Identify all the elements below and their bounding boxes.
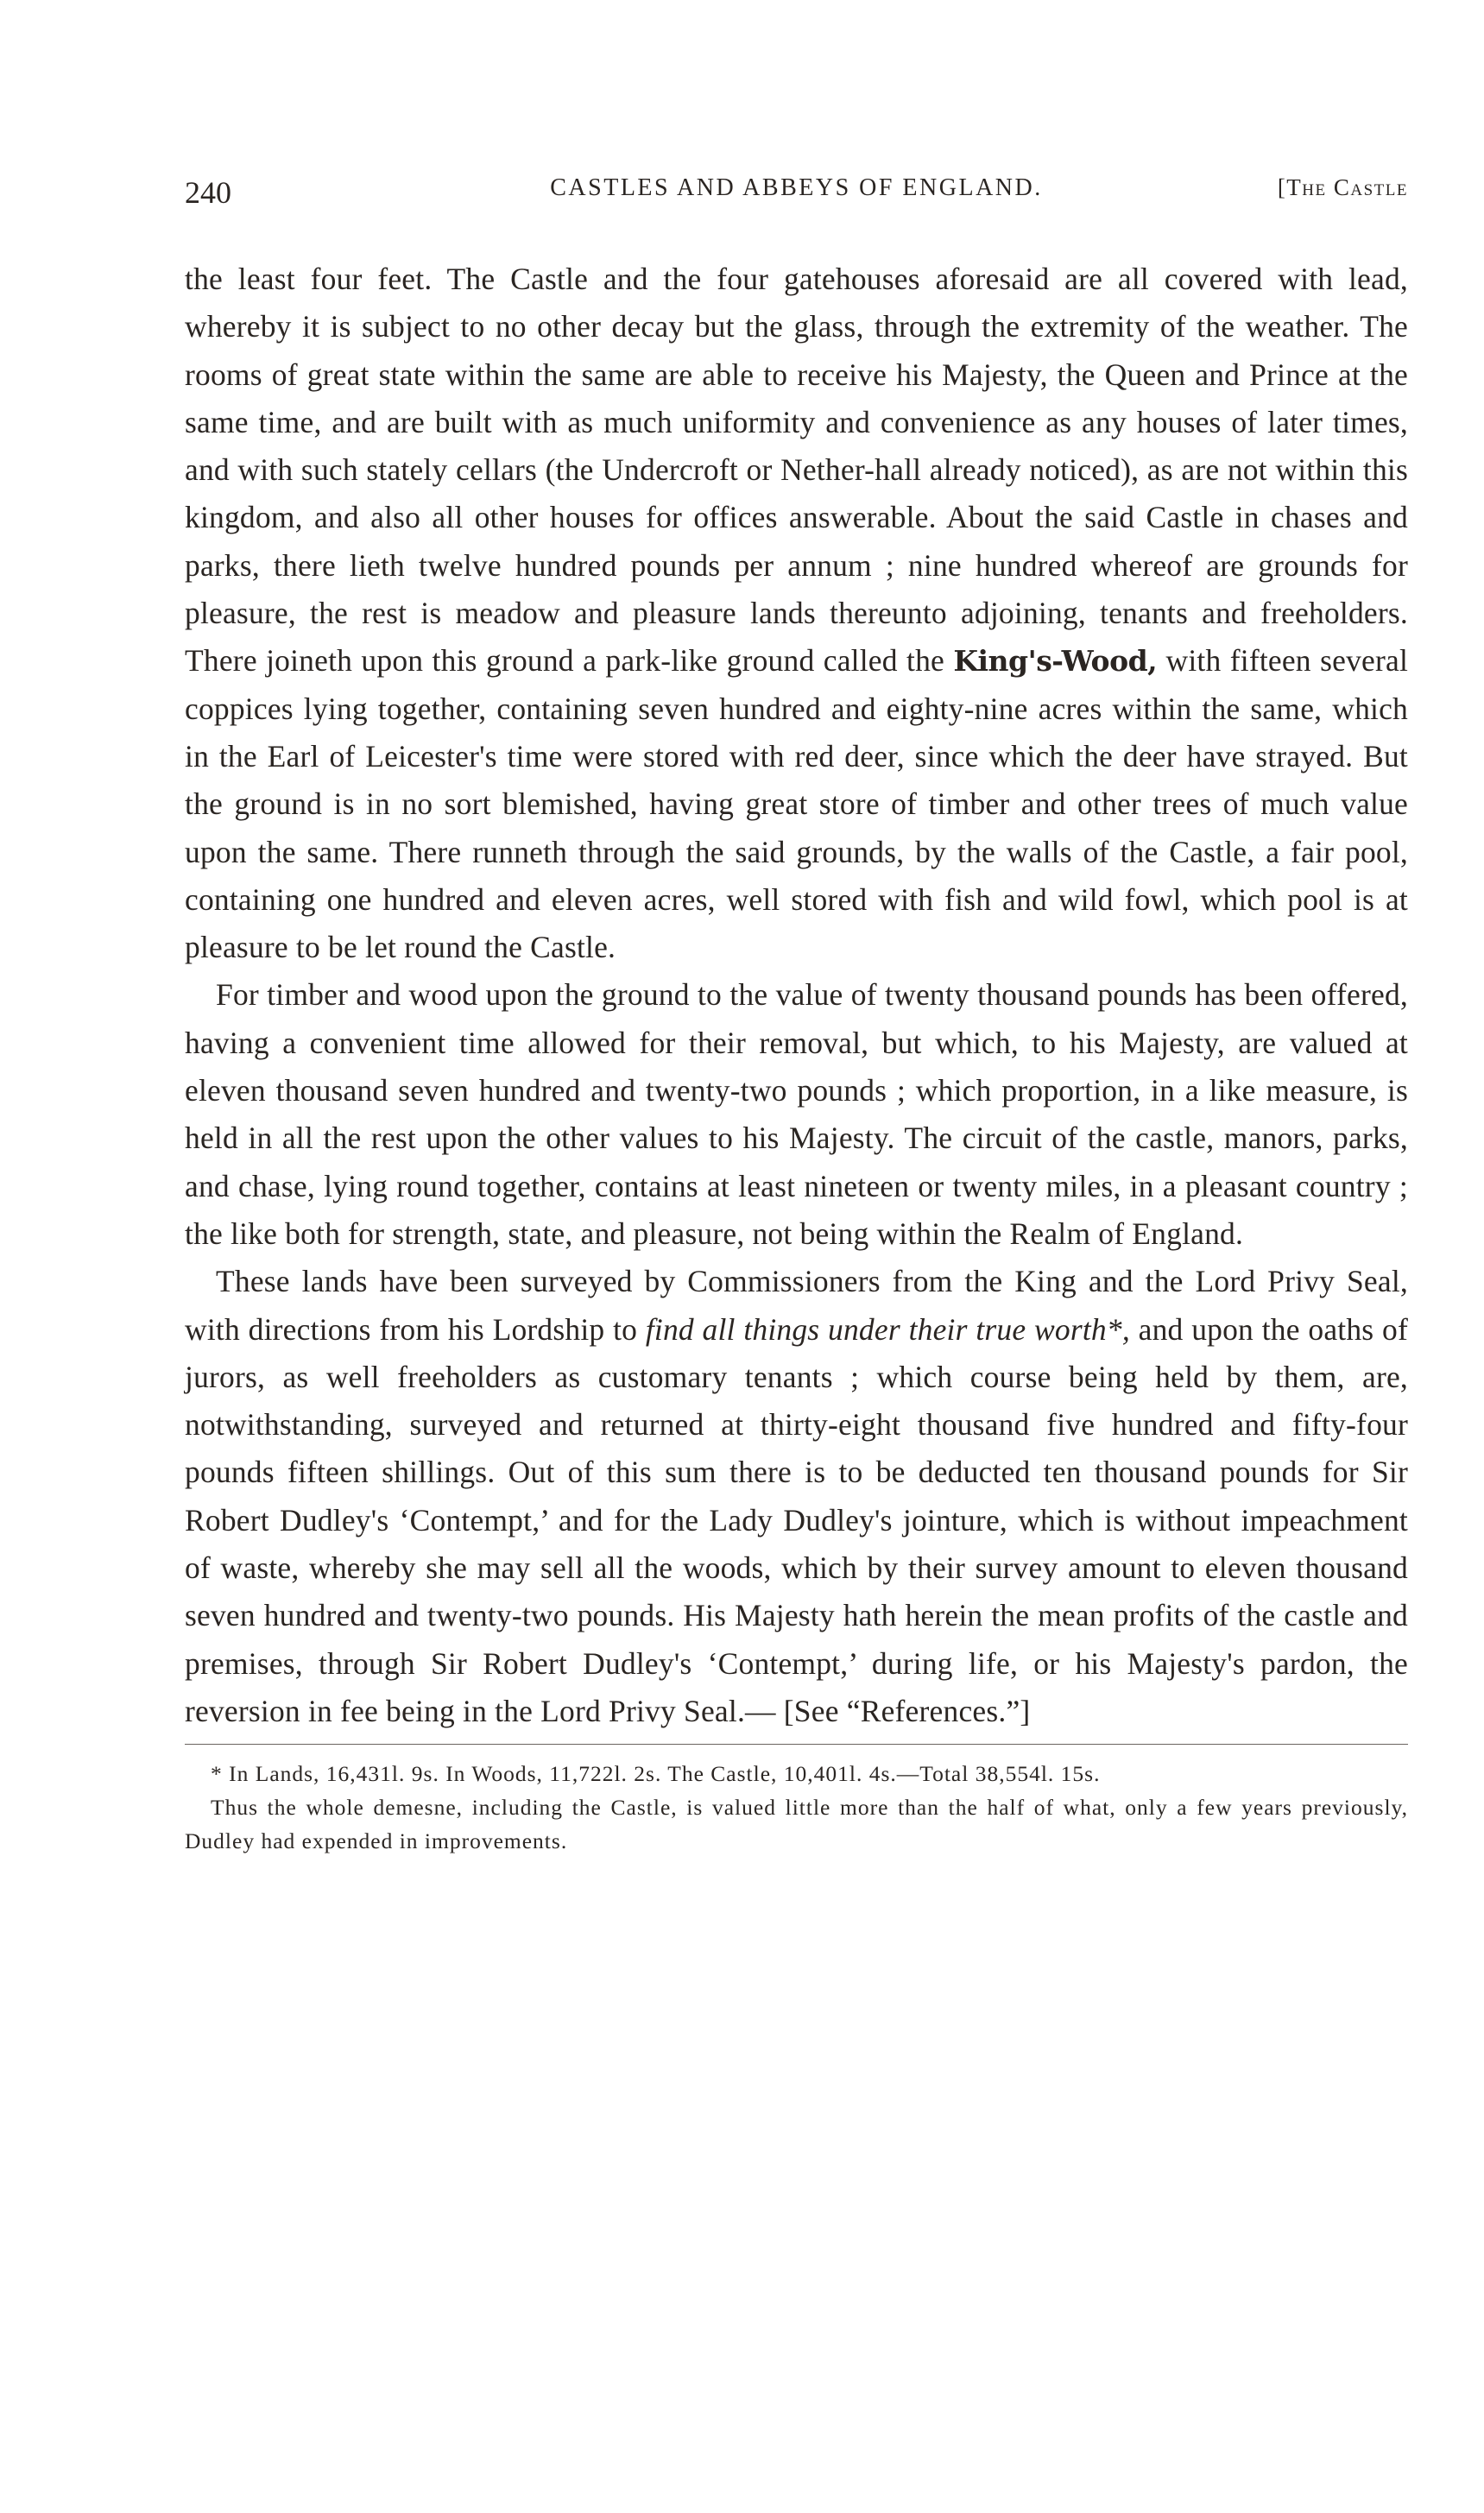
- paragraph-3-text-a: These lands have been surveyed by Commissioners from the King and the Lord Privy Seal, with directions from his Lordship to: [185, 1264, 1408, 1347]
- paragraph-3-text-b: and upon the oaths of jurors, as well freeholders as customary tenants ; which course being held by them, are, notwithstanding, surveyed and returned at thirty-eight thousand five hundred and fifty-four pounds fifteen shillings. Out of this sum there is to be deducted ten thousand pounds for Sir Robert Dudley's ‘Contempt,’ and for the Lady Dudley's jointure, which is without impeachment of waste, whereby she may sell all the woods, which by their survey amount to eleven thousand seven hundred and twenty-two pounds. His Majesty hath herein the mean profits of the castle and premises, through Sir Robert Dudley's ‘Contempt,’ during life, or his Majesty's pardon, the reversion in fee being in the Lord Privy Seal.— [See “References.”]: [185, 1311, 1408, 1728]
- running-head: [185, 164, 1408, 214]
- paragraph-3: [185, 1258, 1408, 1735]
- paragraph-1-text-a: the least four feet. The Castle and the four gatehouses aforesaid are all covered with lead, whereby it is subject to no other decay but the glass, through the extremity of the weather. The rooms of great state within the same are able to receive his Majesty, the Queen and Prince at the same time, and are built with as much uniformity and convenience as any houses of later times, and with such stately cellars (the Undercroft or Nether-hall already noticed), as are not within this kingdom, and also all other houses for offices answerable. About the said Castle in chases and parks, there lieth twelve hundred pounds per annum ; nine hundred whereof are grounds for pleasure, the rest is meadow and pleasure lands thereunto adjoining, tenants and freeholders. There joineth upon this ground a park-like ground called the: [185, 262, 1408, 679]
- paragraph-3-italic: find all things under their true worth*,: [645, 1311, 1130, 1347]
- paragraph-1-text-b: with fifteen several coppices lying together, containing seven hundred and eighty-nine acres within the same, which in the Earl of Leicester's time were stored with red deer, since which the deer have strayed. But the ground is in no sort blemished, having great store of timber and other trees of much value upon the same. There runneth through the said grounds, by the walls of the Castle, a fair pool, containing one hundred and eleven acres, well stored with fish and wild fowl, which pool is at pleasure to be let round the Castle.: [185, 643, 1409, 965]
- paragraph-1: [185, 256, 1408, 971]
- footnote-line-1: * In Lands, 16,431l. 9s. In Woods, 11,722l. 2s. The Castle, 10,401l. 4s.—Total 38,554l. 15s.: [211, 1761, 1101, 1787]
- footnote-line-2: Thus the whole demesne, including the Castle, is valued little more than the half of what, only a few years previously, Dudley had expended in improvements.: [185, 1795, 1408, 1854]
- footnote: [185, 1757, 1408, 1858]
- body-text: [185, 256, 1408, 1735]
- kings-wood-blackletter: King's-Wood,: [953, 644, 1158, 679]
- book-page: [185, 164, 1408, 1858]
- page-number: 240: [185, 175, 231, 210]
- section-heading: [The Castle: [1277, 174, 1408, 200]
- paragraph-2: For timber and wood upon the ground to the value of twenty thousand pounds has been offered, having a convenient time allowed for their removal, but which, to his Majesty, are valued at eleven thousand seven hundred and twenty-two pounds ; which proportion, in a like measure, is held in all the rest upon the other values to his Majesty. The circuit of the castle, manors, parks, and chase, lying round together, contains at least nineteen or twenty miles, in a pleasant country ; the like both for strength, state, and pleasure, not being within the Realm of England.: [185, 977, 1408, 1251]
- footnote-rule: [185, 1744, 1408, 1745]
- running-title: CASTLES AND ABBEYS OF ENGLAND.: [550, 174, 1043, 201]
